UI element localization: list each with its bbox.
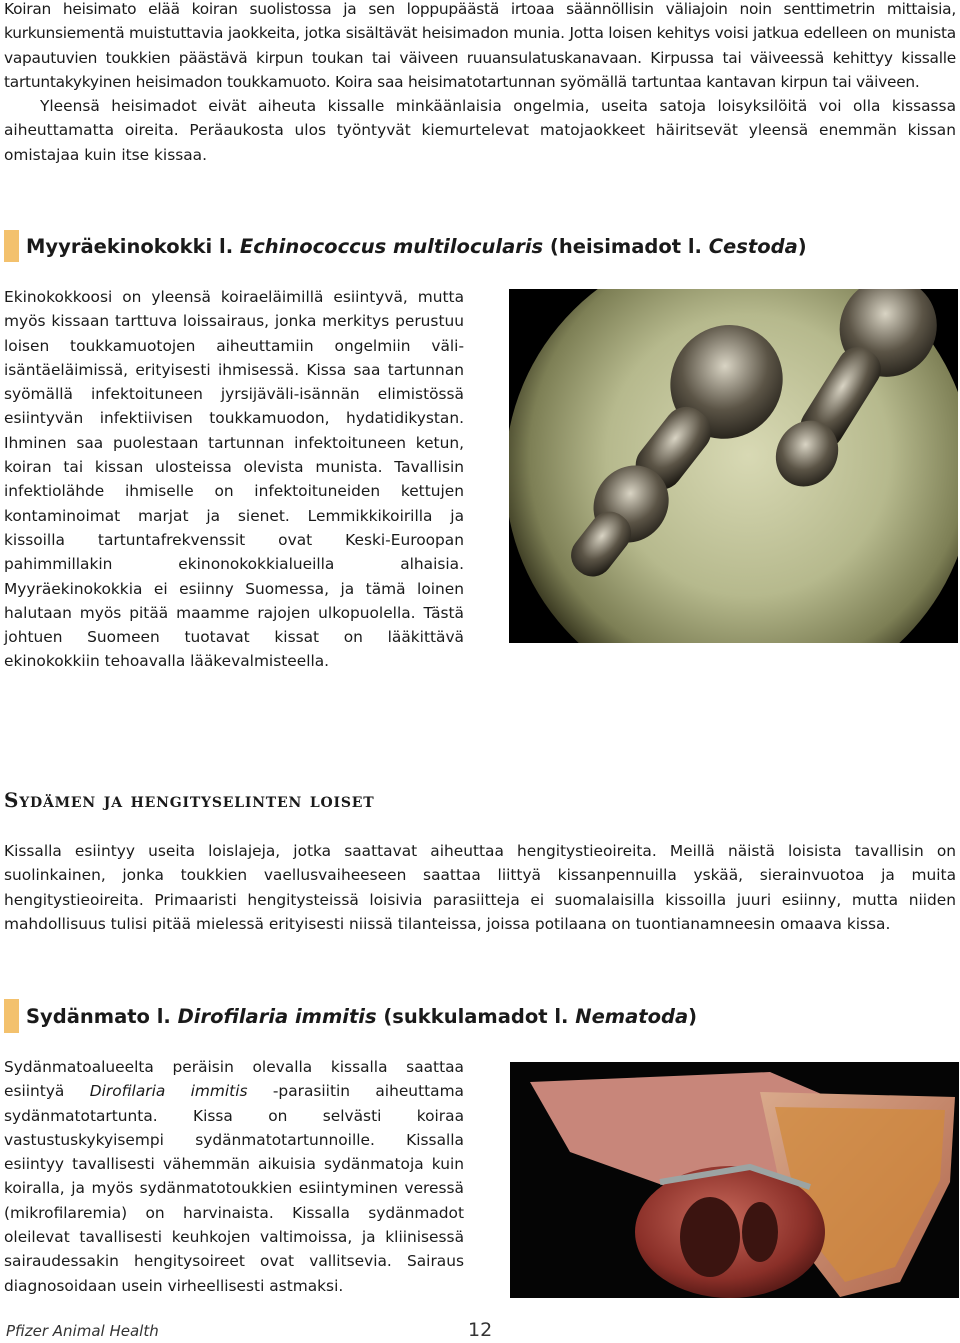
page-number: 12 <box>468 1319 493 1341</box>
echinococcus-body: Ekinokokkoosi on yleensä koiraeläimillä esiintyvä, mutta myös kissaan tarttuva loissairaus, jonka merkitys perustuu loisen toukkamuotojen aiheuttamiin ongelmiin väli-isäntäeläimissä, erityisesti ihmisessä. Kissa saa tartunnan syömällä infektoituneen jyrsijäväli-isännän elimistössä esiintyvän infektiivisen toukkamuodon, hydatidikystan. Ihminen saa puolestaan tartunnan infektoituneen ketun, koiran tai kissan ulosteissa olevista munista. Tavallisin infektiolähde ihmiselle on infektoituneiden kettujen kontaminoimat marjat ja sienet. Lemmikkikoirilla ja kissoilla tartuntafrekvenssit ovat Keski-Euroopan pahimmillakin ekinonokokkialueilla alhaisia. Myyräekinokokkia ei esiinny Suomessa, ja tämä loinen halutaan myös pitää maamme rajojen ulkopuolella. Tästä johtuen Suomeen tuotavat kissat on lääkittävä ekinokokkiin tehoavalla lääkevalmisteella. <box>4 288 464 671</box>
species-name: Echinococcus multilocularis <box>239 235 544 258</box>
intro-paragraph-2: Yleensä heisimadot eivät aiheuta kissalle minkäänlaisia ongelmia, useita satoja loisyksilöitä voi olla kissassa aiheuttamatta oireita. Peräaukosta ulos työntyvät kiemurtelevat matojaokkeet häiritsevät yleensä enemmän kissan omistajaa kuin itse kissaa. <box>4 97 956 164</box>
echinococcus-heading: Myyräekinokokki l. Echinococcus multilocularis (heisimadot l. Cestoda) <box>26 235 807 258</box>
intro-paragraph-1: Koiran heisimato elää koiran suolistossa ja sen loppupäästä irtoaa säännöllisin väliajoin noin senttimetrin mittaisia, kurkunsiementä muistuttavia jaokkeita, jotka sisältävät heisimadon munia. Jotta loisen kehitys voisi jatkua edelleen on munista vapautuvien toukkien päästävä kirpun toukan tai väiveen ruuansulatuskanavaan. Kirpussa tai väiveessä kehittyy kissalle tartuntakykyinen heisimadon toukkamuoto. Koira saa heisimatotartunnan syömällä tartuntaa kantavan kirpun tai väiveen. <box>4 0 956 91</box>
group-name: Cestoda <box>708 235 798 258</box>
echinococcus-microscope-photo <box>509 289 958 643</box>
group-name: Nematoda <box>575 1005 689 1028</box>
heart-lung-illustration <box>510 1062 959 1298</box>
footer-brand: Pfizer Animal Health <box>6 1322 159 1340</box>
section-body: Kissalla esiintyy useita loislajeja, jotka saattavat aiheuttaa hengitystieoireita. Meillä näistä loisista tavallisin on suolinkainen, jonka toukkien vaellusvaiheeseen saattaa liittyä kissanpennuilla yskää, sierainvuotoa ja muita hengitystieoireita. Primaaristi hengitysteissä loisivia parasiitteja ei suomalaisilla kissoilla juuri esiinny, mutta niiden mahdollisuus tulisi pitää mielessä erityisesti niissä tilanteissa, joissa potilaana on tuontianamneesin omaava kissa. <box>4 842 956 933</box>
section-title: Sydämen ja hengityselinten loiset <box>4 788 375 812</box>
species-name: Dirofilaria immitis <box>177 1005 377 1028</box>
heading-accent-bar <box>4 999 19 1033</box>
heading-accent-bar <box>4 230 19 262</box>
species-name: Dirofilaria immitis <box>89 1082 248 1101</box>
dirofilaria-body: Sydänmatoalueelta peräisin olevalla kissalla saattaa esiintyä Dirofilaria immitis -parasiitin aiheuttama sydänmatotartunta. Kissa on selvästi koiraa vastustuskykyisempi sydänmatotartunnoille. Kissalla esiintyy tavallisesti vähemmän aikuisia sydänmatoja kuin koiralla, ja myös sydänmatotoukkien esiintyminen veressä (mikrofilaremia) on harvinaista. Kissalla sydänmadot oleilevat tavallisesti keuhkojen valtimoissa, ja kliinisessä sairaudessakin hengitysoireet ovat vallitsevia. Sairaus diagnosoidaan usein virheellisesti astmaksi. <box>4 1058 464 1295</box>
dirofilaria-heading: Sydänmato l. Dirofilaria immitis (sukkulamadot l. Nematoda) <box>26 1005 698 1028</box>
